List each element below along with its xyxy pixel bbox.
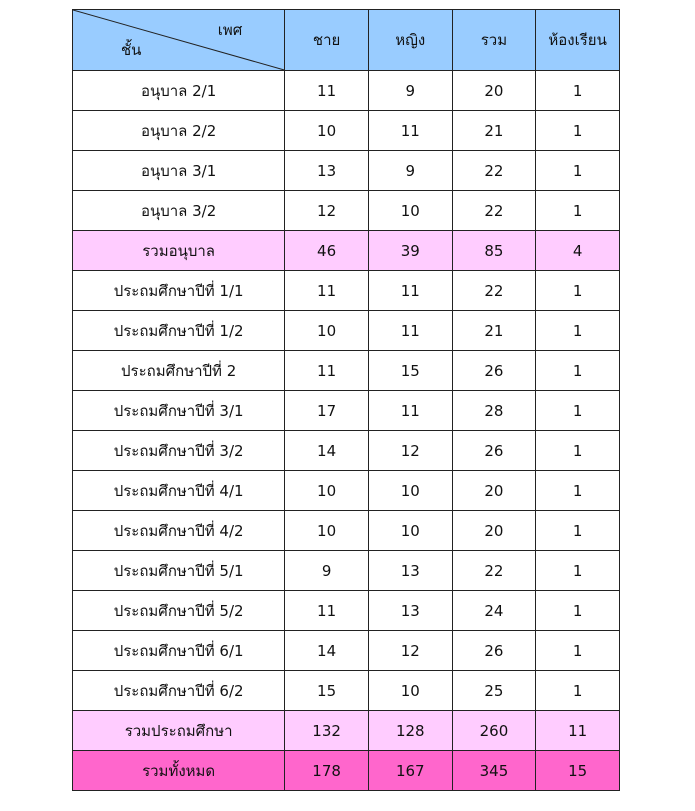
table-row — [73, 351, 620, 391]
rooms-cell: 1 — [536, 391, 620, 431]
female-cell: 10 — [368, 471, 452, 511]
rooms-cell: 1 — [536, 311, 620, 351]
total-cell: 26 — [452, 631, 536, 671]
grade-cell: ประถมศึกษาปีที่ 1/1 — [73, 271, 285, 311]
rooms-cell: 1 — [536, 351, 620, 391]
grade-cell: อนุบาล 2/1 — [73, 71, 285, 111]
female-cell: 39 — [368, 231, 452, 271]
total-cell: 22 — [452, 551, 536, 591]
grade-cell: ประถมศึกษาปีที่ 6/2 — [73, 671, 285, 711]
total-cell: 260 — [452, 711, 536, 751]
female-cell: 12 — [368, 631, 452, 671]
male-cell: 13 — [285, 151, 369, 191]
diagonal-divider — [73, 10, 284, 70]
total-cell: 22 — [452, 191, 536, 231]
male-cell: 11 — [285, 591, 369, 631]
rooms-cell: 11 — [536, 711, 620, 751]
grade-cell: รวมอนุบาล — [73, 231, 285, 271]
male-cell: 14 — [285, 431, 369, 471]
header-gender-label: เพศ — [217, 21, 243, 39]
male-cell: 46 — [285, 231, 369, 271]
rooms-cell: 1 — [536, 671, 620, 711]
total-cell: 26 — [452, 431, 536, 471]
female-cell: 13 — [368, 551, 452, 591]
grade-cell: ประถมศึกษาปีที่ 5/2 — [73, 591, 285, 631]
table-row — [73, 591, 620, 631]
student-count-table-wrapper — [72, 9, 620, 791]
table-row — [73, 471, 620, 511]
total-cell: 28 — [452, 391, 536, 431]
total-cell: 25 — [452, 671, 536, 711]
header-grade-label: ชั้น — [121, 41, 142, 59]
table-row — [73, 671, 620, 711]
header-male: ชาย — [285, 10, 369, 71]
table-row — [73, 631, 620, 671]
kindergarten-subtotal-row — [73, 231, 620, 271]
total-cell: 345 — [452, 751, 536, 791]
female-cell: 10 — [368, 671, 452, 711]
grade-cell: ประถมศึกษาปีที่ 6/1 — [73, 631, 285, 671]
total-cell: 22 — [452, 271, 536, 311]
table-row — [73, 151, 620, 191]
female-cell: 9 — [368, 71, 452, 111]
primary-subtotal-row — [73, 711, 620, 751]
grade-cell: ประถมศึกษาปีที่ 1/2 — [73, 311, 285, 351]
grade-cell: ประถมศึกษาปีที่ 4/1 — [73, 471, 285, 511]
grade-cell: อนุบาล 2/2 — [73, 111, 285, 151]
total-cell: 85 — [452, 231, 536, 271]
rooms-cell: 1 — [536, 191, 620, 231]
male-cell: 10 — [285, 471, 369, 511]
rooms-cell: 1 — [536, 151, 620, 191]
grade-cell: ประถมศึกษาปีที่ 5/1 — [73, 551, 285, 591]
table-row — [73, 431, 620, 471]
male-cell: 17 — [285, 391, 369, 431]
rooms-cell: 15 — [536, 751, 620, 791]
female-cell: 11 — [368, 271, 452, 311]
rooms-cell: 1 — [536, 271, 620, 311]
male-cell: 10 — [285, 511, 369, 551]
female-cell: 9 — [368, 151, 452, 191]
female-cell: 128 — [368, 711, 452, 751]
table-row — [73, 311, 620, 351]
female-cell: 11 — [368, 391, 452, 431]
total-cell: 20 — [452, 511, 536, 551]
total-cell: 21 — [452, 311, 536, 351]
total-cell: 24 — [452, 591, 536, 631]
male-cell: 10 — [285, 311, 369, 351]
female-cell: 167 — [368, 751, 452, 791]
header-corner-cell — [73, 10, 285, 71]
header-classrooms: ห้องเรียน — [536, 10, 620, 71]
male-cell: 11 — [285, 351, 369, 391]
table-row — [73, 391, 620, 431]
grand-total-row — [73, 751, 620, 791]
rooms-cell: 1 — [536, 511, 620, 551]
header-total: รวม — [452, 10, 536, 71]
male-cell: 178 — [285, 751, 369, 791]
female-cell: 11 — [368, 111, 452, 151]
male-cell: 15 — [285, 671, 369, 711]
male-cell: 14 — [285, 631, 369, 671]
grade-cell: อนุบาล 3/2 — [73, 191, 285, 231]
male-cell: 11 — [285, 271, 369, 311]
female-cell: 12 — [368, 431, 452, 471]
table-row — [73, 191, 620, 231]
female-cell: 10 — [368, 191, 452, 231]
table-row — [73, 271, 620, 311]
male-cell: 11 — [285, 71, 369, 111]
total-cell: 22 — [452, 151, 536, 191]
student-count-table — [72, 9, 620, 791]
table-header-row — [73, 10, 620, 71]
grade-cell: ประถมศึกษาปีที่ 4/2 — [73, 511, 285, 551]
total-cell: 26 — [452, 351, 536, 391]
male-cell: 12 — [285, 191, 369, 231]
total-cell: 21 — [452, 111, 536, 151]
male-cell: 10 — [285, 111, 369, 151]
total-cell: 20 — [452, 471, 536, 511]
grade-cell: รวมทั้งหมด — [73, 751, 285, 791]
grade-cell: ประถมศึกษาปีที่ 3/1 — [73, 391, 285, 431]
table-row — [73, 511, 620, 551]
header-female: หญิง — [368, 10, 452, 71]
rooms-cell: 1 — [536, 431, 620, 471]
grade-cell: ประถมศึกษาปีที่ 3/2 — [73, 431, 285, 471]
rooms-cell: 1 — [536, 591, 620, 631]
female-cell: 13 — [368, 591, 452, 631]
rooms-cell: 1 — [536, 71, 620, 111]
male-cell: 9 — [285, 551, 369, 591]
male-cell: 132 — [285, 711, 369, 751]
grade-cell: รวมประถมศึกษา — [73, 711, 285, 751]
rooms-cell: 1 — [536, 631, 620, 671]
table-row — [73, 71, 620, 111]
female-cell: 11 — [368, 311, 452, 351]
grade-cell: อนุบาล 3/1 — [73, 151, 285, 191]
table-row — [73, 111, 620, 151]
rooms-cell: 1 — [536, 551, 620, 591]
female-cell: 15 — [368, 351, 452, 391]
female-cell: 10 — [368, 511, 452, 551]
rooms-cell: 1 — [536, 471, 620, 511]
total-cell: 20 — [452, 71, 536, 111]
table-row — [73, 551, 620, 591]
rooms-cell: 1 — [536, 111, 620, 151]
grade-cell: ประถมศึกษาปีที่ 2 — [73, 351, 285, 391]
rooms-cell: 4 — [536, 231, 620, 271]
